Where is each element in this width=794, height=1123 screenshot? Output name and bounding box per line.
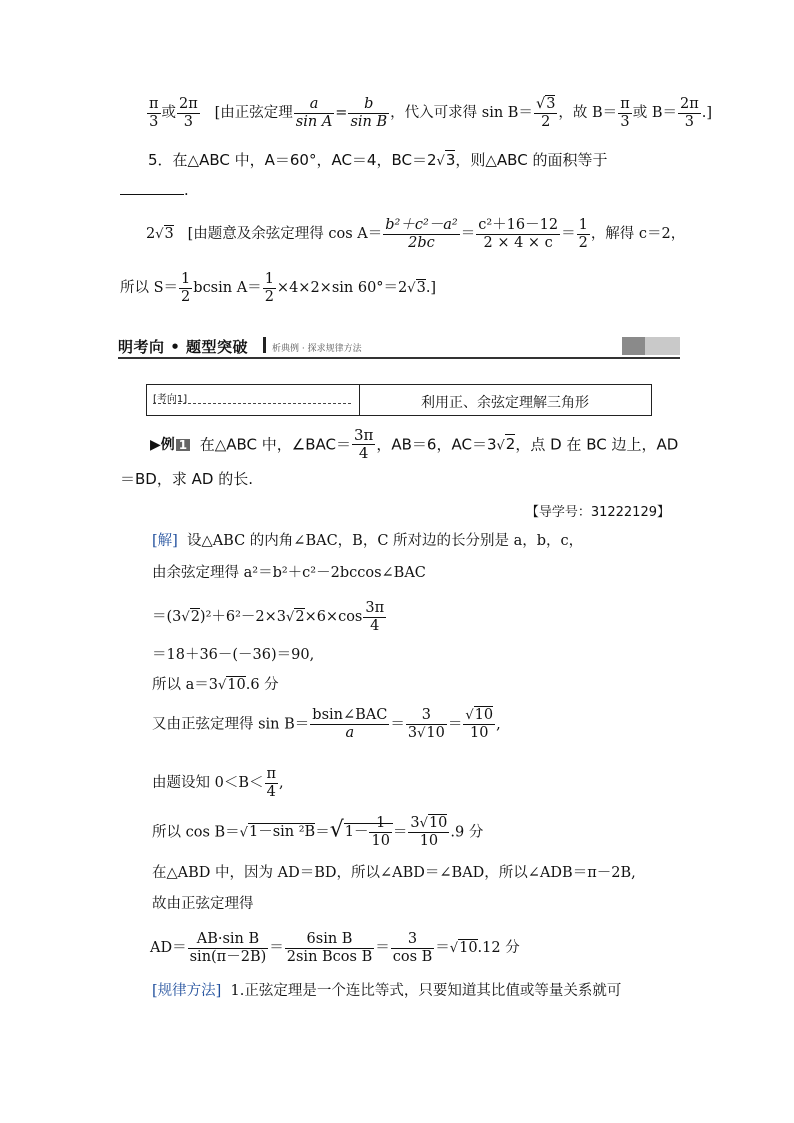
method-label: [规律方法]: [152, 983, 222, 999]
example-number: 1: [176, 439, 190, 451]
b-bound-frac: $\frac{\pi}{4}$: [266, 766, 277, 800]
q4-ans-frac-b: $\frac{2\pi}{3}$: [179, 96, 198, 130]
ad-frac-1: $\frac{\text{AB·sin B}}{\sin(\pi-2B)}$: [189, 931, 267, 965]
q5-cos-frac-1: $\frac{\text{b²＋c²－a²}}{2bc}$: [385, 217, 458, 251]
method-line: [规律方法] 1.正弦定理是一个连比等式，只要知道其比值或等量关系就可: [152, 983, 622, 999]
section-subtitle: 析典例 · 探求规律方法: [272, 344, 362, 354]
sinb-frac-1: $\frac{\text{bsin∠BAC}}{a}$: [312, 707, 388, 741]
solution-line-9: 在△ABD 中，因为 AD＝BD，所以∠ABD＝∠BAD，所以∠ADB＝π－2B,: [152, 865, 636, 881]
guide-number: 【导学号：31222129】: [525, 505, 670, 520]
q5-stem: 5．在△ABC 中，A＝60°，AC＝4，BC＝2√3，则△ABC 的面积等于: [148, 151, 608, 169]
topic-tag: [考向1]: [153, 394, 188, 405]
solution-line-4: ＝18＋36－(－36)＝90,: [152, 647, 315, 663]
cosb-nested-root: 1－ $\frac{1}{10}$: [344, 823, 393, 840]
q5-blank-line: .: [120, 184, 189, 199]
solution-label: [解]: [152, 533, 178, 549]
cosb-result-frac: $\frac{3√10}{10}$: [410, 815, 448, 849]
example-angle-frac: $\frac{3\pi}{4}$: [353, 426, 374, 463]
solution-cos-frac: $\frac{3\pi}{4}$: [365, 600, 385, 634]
q4-sine-frac-a: $\frac{a}{\text{sin A}}$: [295, 96, 333, 130]
q5-area-line: 所以 S＝ $\frac{1}{2}$ bcsin A＝ $\frac{1}{2}$ ×4×2×sin 60°＝2√3.]: [120, 271, 437, 305]
topic-tag-cell: [147, 385, 360, 415]
topic-title: 利用正、余弦定理解三角形: [421, 395, 589, 411]
q5-half-frac-2: $\frac{1}{2}$: [264, 271, 274, 305]
section-header: [118, 335, 680, 359]
example-tag: ▶例: [150, 437, 175, 454]
topic-box: [146, 384, 652, 416]
solution-line-8: 所以 cos B＝√1－sin ²B＝√1－ $\frac{1}{10}$ ＝ $\frac{3√10}{10}$ .9 分: [152, 815, 484, 849]
ad-frac-3: $\frac{3}{\text{cos B}}$: [392, 931, 433, 965]
sinb-frac-2: $\frac{3}{3√10}$: [407, 707, 445, 741]
solution-line-7: 由题设知 0＜B＜ $\frac{\pi}{4}$ ,: [152, 766, 284, 800]
solution-line-6: 又由正弦定理得 sin B＝ $\frac{\text{bsin∠BAC}}{a}$ ＝ $\frac{3}{3√10}$ ＝ $\frac{√10}{10}$ ,: [152, 707, 501, 741]
solution-line-2: 由余弦定理得 a²＝b²＋c²－2bccos∠BAC: [152, 565, 426, 581]
q4-sine-frac-b: $\frac{b}{\text{sin B}}$: [350, 96, 388, 130]
topic-tag-dashes: [153, 403, 351, 404]
solution-line-5: 所以 a＝3√10.6 分: [152, 677, 279, 693]
section-divider: [263, 337, 266, 353]
answer-blank: [120, 194, 184, 195]
q4-b2-frac: $\frac{2\pi}{3}$: [679, 96, 699, 130]
ad-frac-2: $\frac{\text{6sin B}}{\text{2sin Bcos B}}$: [286, 931, 373, 965]
example-1-stem-line2: ＝BD，求 AD 的长.: [120, 470, 253, 488]
q5-cos-frac-2: $\frac{\text{c²＋16－12}}{2 \times 4 \times c}$: [478, 217, 559, 251]
q5-cos-frac-3: $\frac{1}{2}$: [578, 217, 588, 251]
q5-half-frac: $\frac{1}{2}$: [181, 271, 191, 305]
q4-answer-line: $\frac{\pi}{3}$ 或 $\frac{2\pi}{3}$ [由正弦定理 $\frac{a}{\text{sin A}}$ = $\frac{b}{\text{sin B}}$ ，代入可求得 sin B＝ $\frac{√3}{2}$ ，故 B＝ $\frac{\pi}{3}$ 或 B＝ $\frac{2\pi}{3}$ .]: [149, 96, 713, 130]
solution-line-10: 故由正弦定理得: [152, 896, 254, 912]
solution-line-11: AD＝ $\frac{\text{AB·sin B}}{\sin(\pi-2B)}$ ＝ $\frac{\text{6sin B}}{\text{2sin Bcos B}}$ ＝ $\frac{3}{\text{cos B}}$ ＝√10.12 分: [150, 931, 520, 965]
q4-sqrt3-frac: $\frac{√3}{2}$: [535, 96, 556, 130]
solution-line-3: ＝(3√2)²＋6²－2×3√2×6×cos $\frac{3\pi}{4}$: [152, 600, 385, 634]
example-1-stem: ▶例 1 在△ABC 中，∠BAC＝ $\frac{3\pi}{4}$ ，AB＝6，AC＝3√2，点 D 在 BC 边上，AD: [150, 426, 679, 463]
section-decor-block: [622, 337, 680, 355]
solution-line-1: [解] 设△ABC 的内角∠BAC，B，C 所对边的长分别是 a，b，c，: [152, 533, 584, 549]
cosb-inner-frac: $\frac{1}{10}$: [371, 815, 390, 849]
section-title: 明考向 • 题型突破: [118, 338, 249, 356]
q5-answer-line: 2√3 [由题意及余弦定理得 cos A＝ $\frac{\text{b²＋c²－a²}}{2bc}$ ＝ $\frac{\text{c²＋16－12}}{2 \times 4 \times c}$ ＝ $\frac{1}{2}$ ，解得 c＝2，: [146, 217, 686, 251]
sinb-frac-3: $\frac{√10}{10}$: [465, 707, 494, 741]
q4-ans-frac-a: $\frac{\pi}{3}$: [149, 96, 159, 130]
q4-b1-frac: $\frac{\pi}{3}$: [620, 96, 630, 130]
